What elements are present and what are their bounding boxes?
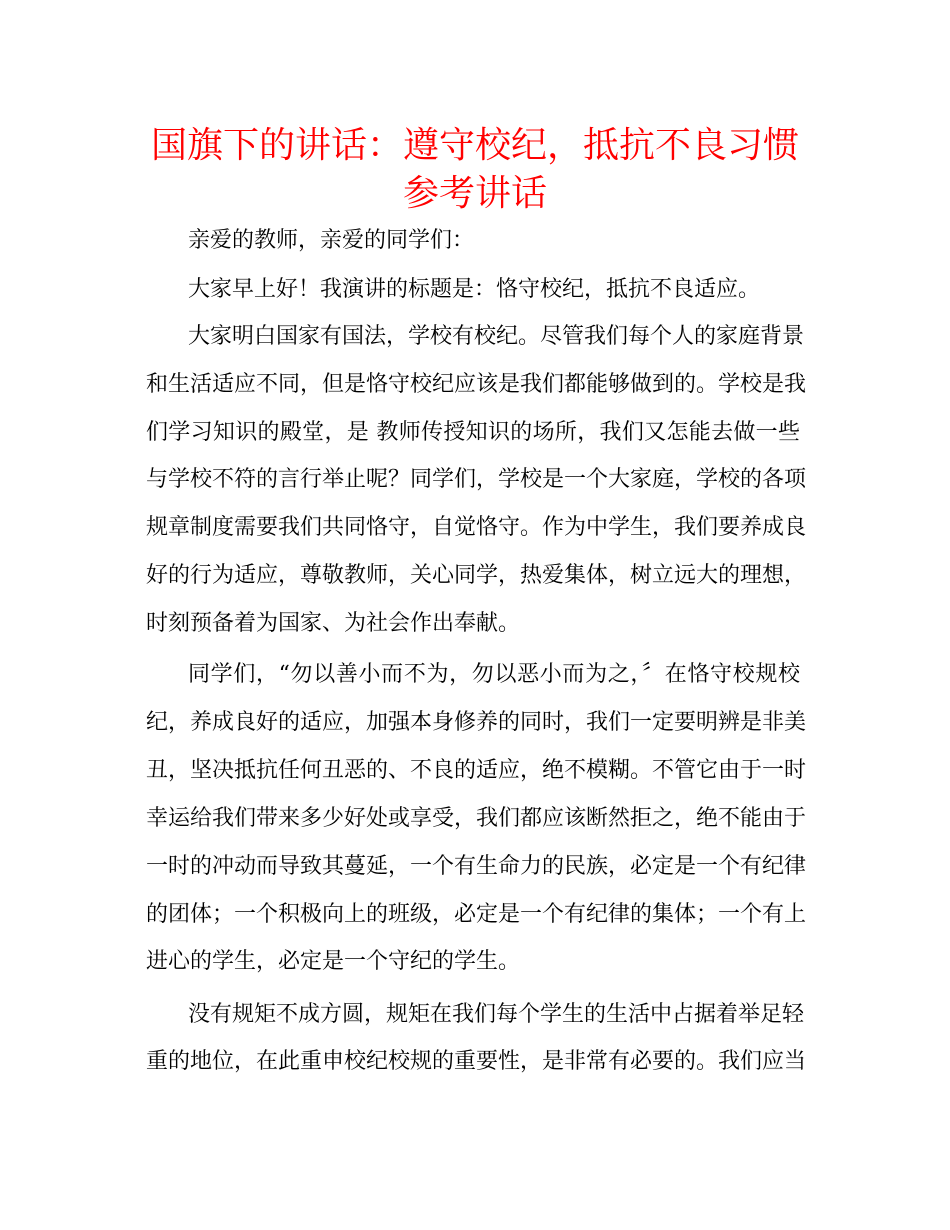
paragraph-3-line-2: 重的地位，在此重申校纪校规的重要性，是非常有必要的。我们应当: [146, 1049, 807, 1074]
paragraph-2-line-5: 一时的冲动而导致其蔓延，一个有生命力的民族，必定是一个有纪律: [146, 854, 807, 879]
paragraph-1-line-6: 好的行为适应，尊敬教师，关心同学，热爱集体，树立远大的理想，: [146, 563, 807, 588]
paragraph-1-line-1: 大家明白国家有国法，学校有校纪。尽管我们每个人的家庭背景: [188, 324, 805, 349]
document-title-line-2: 参考讲话: [402, 173, 547, 214]
paragraph-2-line-6: 的团体；一个积极向上的班级，必定是一个有纪律的集体；一个有上: [146, 902, 807, 927]
salutation: 亲爱的教师，亲爱的同学们：: [188, 228, 475, 253]
paragraph-3-line-1: 没有规矩不成方圆，规矩在我们每个学生的生活中占据着举足轻: [188, 1002, 805, 1027]
paragraph-2-line-4: 幸运给我们带来多少好处或享受，我们都应该断然拒之，绝不能由于: [146, 806, 807, 831]
paragraph-1-line-2: 和生活适应不同，但是恪守校纪应该是我们都能够做到的。学校是我: [146, 372, 807, 397]
paragraph-1-line-5: 规章制度需要我们共同恪守，自觉恪守。作为中学生，我们要养成良: [146, 515, 807, 540]
document-title-line-1: 国旗下的讲话：遵守校纪，抵抗不良习惯: [150, 125, 799, 166]
paragraph-2-line-2: 纪，养成良好的适应，加强本身修养的同时，我们一定要明辨是非美: [146, 710, 807, 735]
paragraph-2-line-1: 同学们，“勿以善小而不为，勿以恶小而为之，〞在恪守校规校: [188, 662, 800, 687]
paragraph-2-line-3: 丑，坚决抵抗任何丑恶的、不良的适应，绝不模糊。不管它由于一时: [146, 758, 807, 783]
paragraph-2-line-7: 进心的学生，必定是一个守纪的学生。: [146, 949, 521, 974]
paragraph-1-line-4: 与学校不符的言行举止呢？同学们，学校是一个大家庭，学校的各项: [146, 467, 807, 492]
paragraph-1-line-7: 时刻预备着为国家、为社会作出奉献。: [146, 611, 521, 636]
greeting-line: 大家早上好！我演讲的标题是：恪守校纪，抵抗不良适应。: [188, 277, 761, 302]
paragraph-1-line-3: 们学习知识的殿堂，是 教师传授知识的场所，我们又怎能去做一些: [146, 420, 800, 445]
